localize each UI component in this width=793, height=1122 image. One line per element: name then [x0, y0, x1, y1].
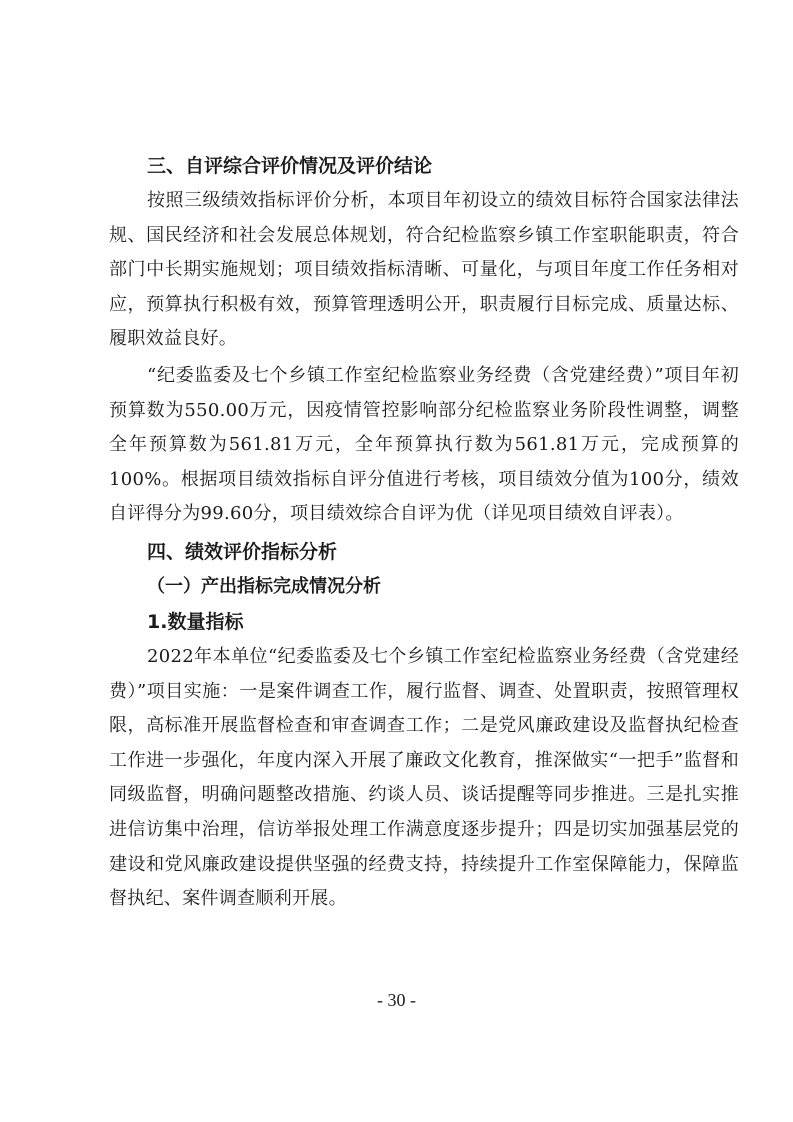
paragraph-evaluation-analysis: 按照三级绩效指标评价分析，本项目年初设立的绩效目标符合国家法律法规、国民经济和社会发展总体规划，符合纪检监察乡镇工作室职能职责，符合部门中长期实施规划；项目绩效指标清晰、可量化，与项目年度工作任务相对应，预算执行积极有效，预算管理透明公开，职责履行目标完成、质量达标、履职效益良好。	[109, 190, 739, 350]
page-number: - 30 -	[377, 990, 416, 1010]
item-heading-quantity-indicators: 1.数量指标	[147, 610, 244, 633]
paragraph-budget-summary: “纪委监委及七个乡镇工作室纪检监察业务经费（含党建经费）”项目年初预算数为550.00万元，因疫情管控影响部分纪检监察业务阶段性调整，调整全年预算数为561.81万元，全年预算执行数为561.81万元，完成预算的100%。根据项目绩效指标自评分值进行考核，项目绩效分值为100分，绩效自评得分为99.60分，项目绩效综合自评为优（详见项目绩效自评表）。	[109, 364, 739, 525]
section-heading-evaluation-conclusion: 三、自评综合评价情况及评价结论	[147, 155, 433, 177]
paragraph-project-implementation: 2022年本单位“纪委监委及七个乡镇工作室纪检监察业务经费（含党建经费）”项目实施：一是案件调查工作，履行监督、调查、处置职责，按照管理权限，高标准开展监督检查和审查调查工作；二是党风廉政建设及监督执纪检查工作进一步强化，年度内深入开展了廉政文化教育，推深做实“一把手”监督和同级监督，明确问题整改措施、约谈人员、谈话提醒等同步推进。三是扎实推进信访集中治理，信访举报处理工作满意度逐步提升；四是切实加强基层党的建设和党风廉政建设提供坚强的经费支持，持续提升工作室保障能力，保障监督执纪、案件调查顺利开展。	[109, 645, 739, 910]
page-body	[109, 148, 739, 917]
subsection-heading-output-indicators: （一）产出指标完成情况分析	[147, 575, 381, 597]
section-heading-indicator-analysis: 四、绩效评价指标分析	[147, 540, 338, 563]
